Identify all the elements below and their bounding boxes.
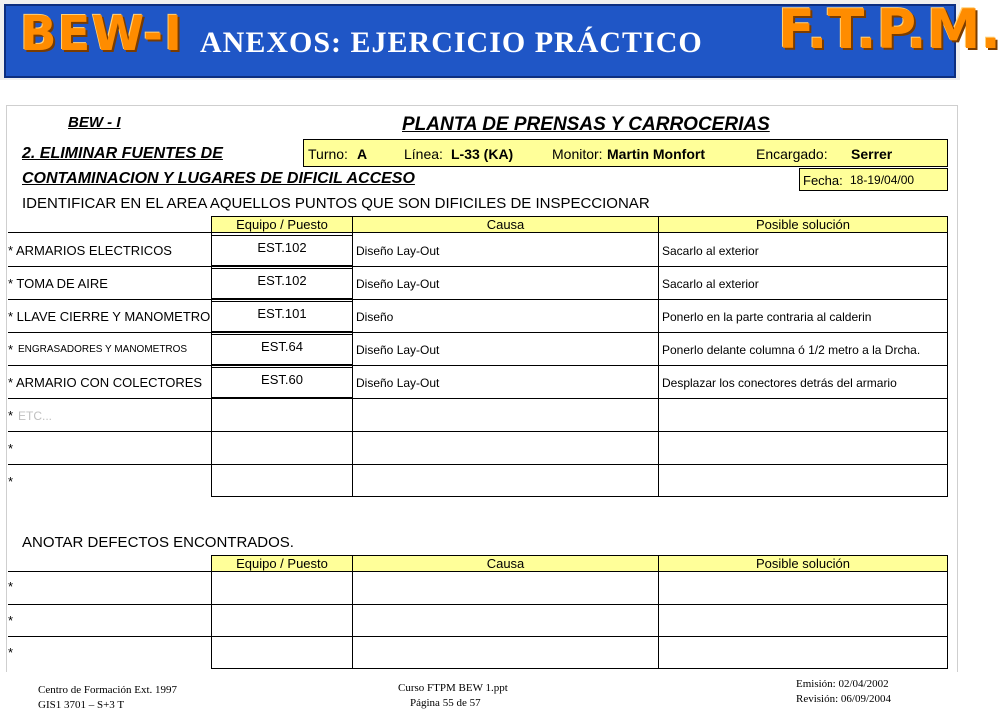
grid-line (8, 332, 948, 333)
grid-line (8, 232, 948, 233)
row-causa: Diseño Lay-Out (356, 277, 440, 291)
row-item: * (8, 613, 14, 628)
row-item: ENGRASADORES Y MANOMETROS (18, 344, 188, 355)
plant-title: PLANTA DE PRENSAS Y CARROCERIAS (402, 114, 770, 135)
row-equipo: EST.60 (211, 367, 353, 398)
row-item-star: * (8, 342, 14, 357)
col-header-solucion: Posible solución (658, 216, 948, 233)
fecha-label: Fecha: (803, 173, 843, 188)
footer-left-line2: GIS1 3701 – S+3 T (38, 699, 125, 711)
slide-title: ANEXOS: EJERCICIO PRÁCTICO (200, 26, 703, 59)
grid-line (211, 668, 948, 669)
fecha-value: 18-19/04/00 (850, 173, 915, 187)
grid-line (947, 232, 948, 496)
footer-right-line2: Revisión: 06/09/2004 (796, 693, 892, 705)
footer-center-line2: Página 55 de 57 (410, 697, 481, 709)
row-item: * (8, 645, 14, 660)
header-banner (0, 0, 1001, 80)
grid-line (211, 571, 212, 669)
grid-line (8, 431, 948, 432)
row-item: * (8, 474, 14, 489)
step-title-line2: CONTAMINACION Y LUGARES DE DIFICIL ACCESO (22, 170, 415, 187)
grid-line (8, 266, 948, 267)
bew-logo: BEW-I (20, 6, 183, 62)
row-item-star: * (8, 408, 14, 423)
row-causa: Diseño Lay-Out (356, 376, 440, 390)
row-causa: Diseño Lay-Out (356, 244, 440, 258)
grid-line (8, 636, 948, 637)
row-equipo: EST.64 (211, 334, 353, 365)
grid-line (211, 496, 948, 497)
row-solucion: Ponerlo en la parte contraria al calderin (662, 310, 872, 324)
encargado-label: Encargado: (756, 146, 828, 162)
grid-line (8, 398, 948, 399)
grid-line (8, 464, 948, 465)
row-solucion: Ponerlo delante columna ó 1/2 metro a la Drcha. (662, 343, 921, 357)
row-solucion: Sacarlo al exterior (662, 244, 759, 258)
grid-line (658, 571, 659, 669)
grid-line (8, 604, 948, 605)
linea-value: L-33 (KA) (451, 146, 514, 162)
footer-right-line1: Emisión: 02/04/2002 (796, 678, 889, 690)
turno-value: A (357, 146, 368, 162)
row-item: * ARMARIO CON COLECTORES (8, 375, 203, 390)
grid-line (947, 571, 948, 669)
section1-title: IDENTIFICAR EN EL AREA AQUELLOS PUNTOS QUE SON DIFICILES DE INSPECCIONAR (22, 195, 650, 212)
linea-label: Línea: (404, 146, 443, 162)
grid-line (8, 365, 948, 366)
monitor-label: Monitor: (552, 146, 603, 162)
row-causa: Diseño (356, 310, 394, 324)
footer-left-line1: Centro de Formación Ext. 1997 (38, 684, 178, 696)
row-equipo: EST.101 (211, 301, 353, 332)
col-header-solucion: Posible solución (658, 555, 948, 572)
col-header-equipo: Equipo / Puesto (211, 555, 353, 572)
grid-line (352, 571, 353, 669)
footer-center-line1: Curso FTPM BEW 1.ppt (398, 682, 508, 694)
sheet-code: BEW - I (68, 114, 121, 131)
grid-line (8, 571, 948, 572)
row-item: * LLAVE CIERRE Y MANOMETRO (8, 309, 211, 324)
row-equipo: EST.102 (211, 235, 353, 266)
step-title-line1: 2. ELIMINAR FUENTES DE (22, 145, 223, 162)
grid-line (8, 299, 948, 300)
row-causa: Diseño Lay-Out (356, 343, 440, 357)
grid-line (658, 232, 659, 496)
col-header-causa: Causa (352, 555, 659, 572)
row-item: ETC... (18, 409, 53, 423)
row-equipo: EST.102 (211, 268, 353, 299)
ftpm-logo: F.T.P.M. (778, 0, 1001, 61)
section2-title: ANOTAR DEFECTOS ENCONTRADOS. (22, 534, 294, 551)
row-item: * TOMA DE AIRE (8, 276, 108, 291)
row-item: * ARMARIOS ELECTRICOS (8, 243, 172, 258)
turno-label: Turno: (308, 146, 348, 162)
row-item: * (8, 579, 14, 594)
row-solucion: Sacarlo al exterior (662, 277, 759, 291)
col-header-equipo: Equipo / Puesto (211, 216, 353, 233)
row-item: * (8, 441, 14, 456)
monitor-value: Martin Monfort (607, 146, 705, 162)
col-header-causa: Causa (352, 216, 659, 233)
encargado-value: Serrer (851, 146, 893, 162)
row-solucion: Desplazar los conectores detrás del armario (662, 376, 897, 390)
